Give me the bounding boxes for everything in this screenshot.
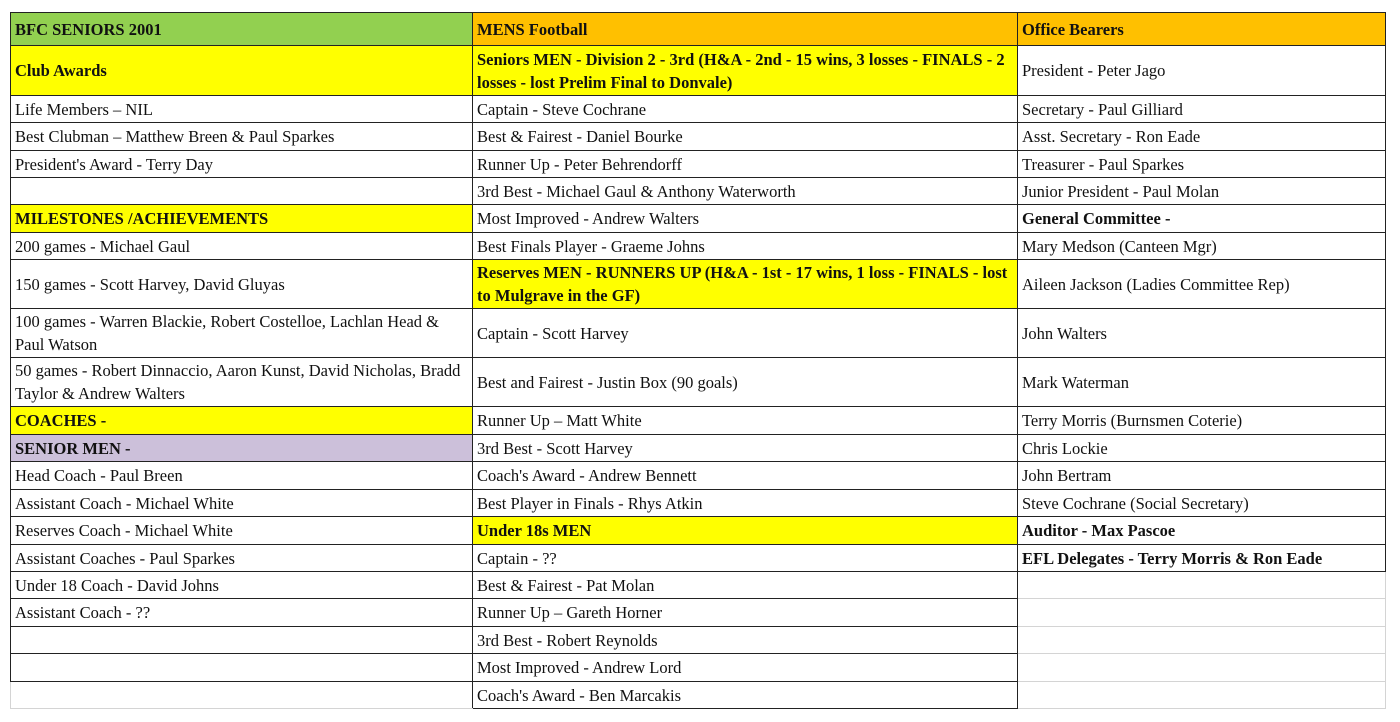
cell-empty[interactable] xyxy=(11,654,473,682)
cell-under-18s-men[interactable]: Under 18s MEN xyxy=(473,517,1018,545)
cell-seniors-most-improved[interactable]: Most Improved - Andrew Walters xyxy=(473,205,1018,233)
cell-assistant-coaches[interactable]: Assistant Coaches - Paul Sparkes xyxy=(11,545,473,572)
cell-reserves-3rd-best[interactable]: 3rd Best - Scott Harvey xyxy=(473,435,1018,462)
cell-reserves-captain[interactable]: Captain - Scott Harvey xyxy=(473,309,1018,358)
cell-empty[interactable] xyxy=(1018,572,1386,599)
cell-empty[interactable] xyxy=(11,178,473,205)
cell-committee-member[interactable]: John Walters xyxy=(1018,309,1386,358)
cell-committee-member[interactable]: Mark Waterman xyxy=(1018,358,1386,407)
cell-assistant-coach[interactable]: Assistant Coach - Michael White xyxy=(11,490,473,517)
spreadsheet-table xyxy=(10,12,1386,709)
cell-efl-delegates[interactable]: EFL Delegates - Terry Morris & Ron Eade xyxy=(1018,545,1386,572)
cell-u18-3rd-best[interactable]: 3rd Best - Robert Reynolds xyxy=(473,627,1018,654)
cell-reserves-best-fairest[interactable]: Best and Fairest - Justin Box (90 goals) xyxy=(473,358,1018,407)
cell-general-committee[interactable]: General Committee - xyxy=(1018,205,1386,233)
cell-secretary[interactable]: Secretary - Paul Gilliard xyxy=(1018,96,1386,123)
cell-u18-coaches-award[interactable]: Coach's Award - Ben Marcakis xyxy=(473,682,1018,709)
cell-senior-men[interactable]: SENIOR MEN - xyxy=(11,435,473,462)
cell-head-coach[interactable]: Head Coach - Paul Breen xyxy=(11,462,473,490)
cell-seniors-best-finals[interactable]: Best Finals Player - Graeme Johns xyxy=(473,233,1018,260)
cell-seniors-best-fairest[interactable]: Best & Fairest - Daniel Bourke xyxy=(473,123,1018,151)
cell-200-games[interactable]: 200 games - Michael Gaul xyxy=(11,233,473,260)
cell-president[interactable]: President - Peter Jago xyxy=(1018,46,1386,96)
cell-u18-assistant-coach[interactable]: Assistant Coach - ?? xyxy=(11,599,473,627)
cell-committee-member[interactable]: Aileen Jackson (Ladies Committee Rep) xyxy=(1018,260,1386,309)
cell-u18-best-fairest[interactable]: Best & Fairest - Pat Molan xyxy=(473,572,1018,599)
cell-coaches[interactable]: COACHES - xyxy=(11,407,473,435)
cell-seniors-3rd-best[interactable]: 3rd Best - Michael Gaul & Anthony Waterworth xyxy=(473,178,1018,205)
cell-committee-member[interactable]: John Bertram xyxy=(1018,462,1386,490)
cell-empty[interactable] xyxy=(1018,599,1386,627)
cell-100-games[interactable]: 100 games - Warren Blackie, Robert Costelloe, Lachlan Head & Paul Watson xyxy=(11,309,473,358)
cell-seniors-runner-up[interactable]: Runner Up - Peter Behrendorff xyxy=(473,151,1018,178)
cell-committee-member[interactable]: Mary Medson (Canteen Mgr) xyxy=(1018,233,1386,260)
cell-u18-runner-up[interactable]: Runner Up – Gareth Horner xyxy=(473,599,1018,627)
cell-milestones[interactable]: MILESTONES /ACHIEVEMENTS xyxy=(11,205,473,233)
cell-seniors-captain[interactable]: Captain - Steve Cochrane xyxy=(473,96,1018,123)
cell-seniors-men-result[interactable]: Seniors MEN - Division 2 - 3rd (H&A - 2nd - 15 wins, 3 losses - FINALS - 2 losses - lost Prelim Final to Donvale) xyxy=(473,46,1018,96)
cell-empty[interactable] xyxy=(1018,627,1386,654)
cell-reserves-men-result[interactable]: Reserves MEN - RUNNERS UP (H&A - 1st - 17 wins, 1 loss - FINALS - lost to Mulgrave in the GF) xyxy=(473,260,1018,309)
cell-empty[interactable] xyxy=(1018,682,1386,709)
cell-committee-member[interactable]: Steve Cochrane (Social Secretary) xyxy=(1018,490,1386,517)
header-mens-football[interactable]: MENS Football xyxy=(473,13,1018,46)
cell-reserves-runner-up[interactable]: Runner Up – Matt White xyxy=(473,407,1018,435)
cell-committee-member[interactable]: Terry Morris (Burnsmen Coterie) xyxy=(1018,407,1386,435)
cell-asst-secretary[interactable]: Asst. Secretary - Ron Eade xyxy=(1018,123,1386,151)
cell-empty[interactable] xyxy=(11,627,473,654)
cell-under-18-coach[interactable]: Under 18 Coach - David Johns xyxy=(11,572,473,599)
cell-junior-president[interactable]: Junior President - Paul Molan xyxy=(1018,178,1386,205)
cell-150-games[interactable]: 150 games - Scott Harvey, David Gluyas xyxy=(11,260,473,309)
cell-best-clubman[interactable]: Best Clubman – Matthew Breen & Paul Sparkes xyxy=(11,123,473,151)
cell-committee-member[interactable]: Chris Lockie xyxy=(1018,435,1386,462)
cell-empty[interactable] xyxy=(11,682,473,709)
cell-treasurer[interactable]: Treasurer - Paul Sparkes xyxy=(1018,151,1386,178)
cell-life-members[interactable]: Life Members – NIL xyxy=(11,96,473,123)
cell-50-games[interactable]: 50 games - Robert Dinnaccio, Aaron Kunst, David Nicholas, Bradd Taylor & Andrew Walters xyxy=(11,358,473,407)
cell-club-awards[interactable]: Club Awards xyxy=(11,46,473,96)
cell-u18-most-improved[interactable]: Most Improved - Andrew Lord xyxy=(473,654,1018,682)
cell-presidents-award[interactable]: President's Award - Terry Day xyxy=(11,151,473,178)
cell-empty[interactable] xyxy=(1018,654,1386,682)
header-bfc-seniors[interactable]: BFC SENIORS 2001 xyxy=(11,13,473,46)
cell-auditor[interactable]: Auditor - Max Pascoe xyxy=(1018,517,1386,545)
cell-reserves-best-finals[interactable]: Best Player in Finals - Rhys Atkin xyxy=(473,490,1018,517)
cell-reserves-coaches-award[interactable]: Coach's Award - Andrew Bennett xyxy=(473,462,1018,490)
cell-u18-captain[interactable]: Captain - ?? xyxy=(473,545,1018,572)
header-office-bearers[interactable]: Office Bearers xyxy=(1018,13,1386,46)
cell-reserves-coach[interactable]: Reserves Coach - Michael White xyxy=(11,517,473,545)
